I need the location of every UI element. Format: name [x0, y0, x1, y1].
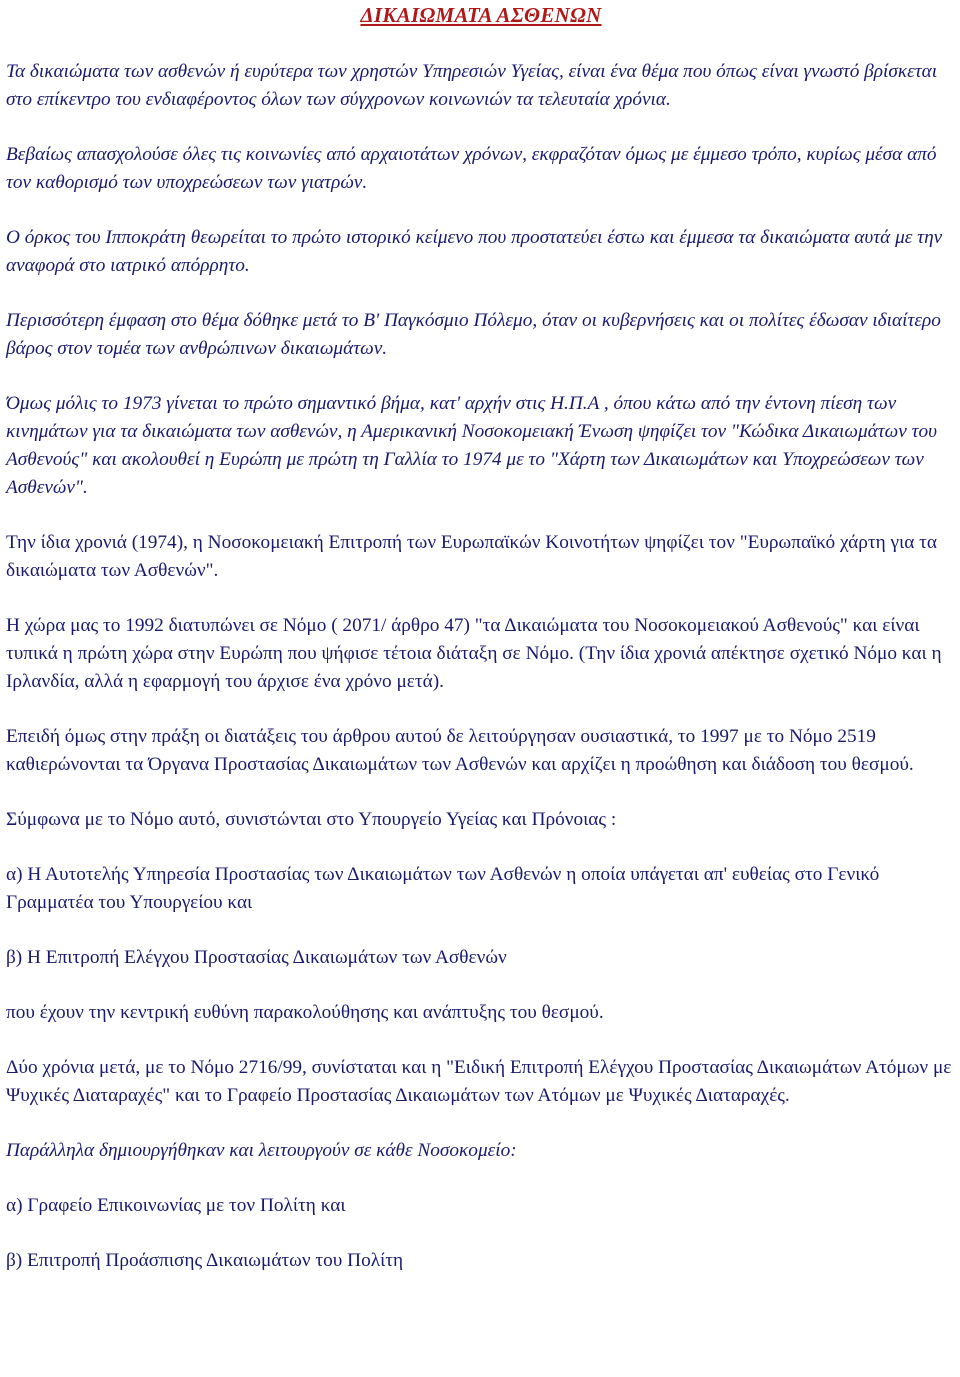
paragraph: Την ίδια χρονιά (1974), η Νοσοκομειακή Επιτροπή των Ευρωπαϊκών Κοινοτήτων ψηφίζει τον "Ευρωπαϊκό χάρτη για τα δικαιώματα των Ασθενών". [6, 532, 937, 581]
paragraph: Δύο χρόνια μετά, με το Νόμο 2716/99, συνίσταται και η "Ειδική Επιτροπή Ελέγχου Προστασίας Δικαιωμάτων Ατόμων με Ψυχικές Διαταραχές" και το Γραφείο Προστασίας Δικαιωμάτων των Ατόμων με Ψυχικές Διαταραχές. [6, 1057, 952, 1106]
list-item: α) Η Αυτοτελής Υπηρεσία Προστασίας των Δικαιωμάτων των Ασθενών η οποία υπάγεται απ' ευθείας στο Γενικό Γραμματέα του Υπουργείου και [6, 864, 880, 913]
paragraph: Περισσότερη έμφαση στο θέμα δόθηκε μετά το Β' Παγκόσμιο Πόλεμο, όταν οι κυβερνήσεις και οι πολίτες έδωσαν ιδιαίτερο βάρος στον τομέα των ανθρώπινων δικαιωμάτων. [6, 310, 941, 359]
list-item: α) Γραφείο Επικοινωνίας με τον Πολίτη και [6, 1195, 346, 1216]
paragraph: Όμως μόλις το 1973 γίνεται το πρώτο σημαντικό βήμα, κατ' αρχήν στις Η.Π.Α , όπου κάτω από την έντονη πίεση των κινημάτων για τα δικαιώματα των ασθενών, η Αμερικανική Νοσοκομειακή Ένωση ψηφίζει τον "Κώδικα Δικαιωμάτων του Ασθενούς" και ακολουθεί η Ευρώπη με πρώτη τη Γαλλία το 1974 με το "Χάρτη των Δικαιωμάτων και Υποχρεώσεων των Ασθενών". [6, 393, 938, 498]
paragraph: Βεβαίως απασχολούσε όλες τις κοινωνίες από αρχαιοτάτων χρόνων, εκφραζόταν όμως με έμμεσο τρόπο, κυρίως μέσα από τον καθορισμό των υποχρεώσεων των γιατρών. [6, 144, 937, 193]
paragraph: Σύμφωνα με το Νόμο αυτό, συνιστώνται στο Υπουργείο Υγείας και Πρόνοιας : [6, 809, 617, 830]
paragraph: Τα δικαιώματα των ασθενών ή ευρύτερα των χρηστών Υπηρεσιών Υγείας, είναι ένα θέμα που όπως είναι γνωστό βρίσκεται στο επίκεντρο του ενδιαφέροντος όλων των σύγχρονων κοινωνιών τα τελευταία χρόνια. [6, 61, 938, 110]
paragraph: Παράλληλα δημιουργήθηκαν και λειτουργούν σε κάθε Νοσοκομείο: [6, 1140, 517, 1161]
paragraph: Επειδή όμως στην πράξη οι διατάξεις του άρθρου αυτού δε λειτούργησαν ουσιαστικά, το 1997 με το Νόμο 2519 καθιερώνονται τα Όργανα Προστασίας Δικαιωμάτων των Ασθενών και αρχίζει η προώθηση και διάδοση του θεσμού. [6, 726, 914, 775]
list-item: β) Επιτροπή Προάσπισης Δικαιωμάτων του Πολίτη [6, 1250, 404, 1271]
paragraph: Η χώρα μας το 1992 διατυπώνει σε Νόμο ( 2071/ άρθρο 47) "τα Δικαιώματα του Νοσοκομειακού Ασθενούς" και είναι τυπικά η πρώτη χώρα στην Ευρώπη που ψήφισε τέτοια διάταξη σε Νόμο. (Την ίδια χρονιά απέκτησε σχετικό Νόμο και η Ιρλανδία, αλλά η εφαρμογή του άρχισε ένα χρόνο μετά). [6, 615, 942, 692]
document-title: ΔΙΚΑΙΩΜΑΤΑ ΑΣΘΕΝΩΝ [360, 3, 602, 27]
list-item: β) Η Επιτροπή Ελέγχου Προστασίας Δικαιωμάτων των Ασθενών [6, 947, 507, 968]
document-page [6, 0, 956, 1275]
paragraph: Ο όρκος του Ιπποκράτη θεωρείται το πρώτο ιστορικό κείμενο που προστατεύει έστω και έμμεσα τα δικαιώματα αυτά με την αναφορά στο ιατρικό απόρρητο. [6, 227, 943, 276]
paragraph: που έχουν την κεντρική ευθύνη παρακολούθησης και ανάπτυξης του θεσμού. [6, 1002, 604, 1023]
